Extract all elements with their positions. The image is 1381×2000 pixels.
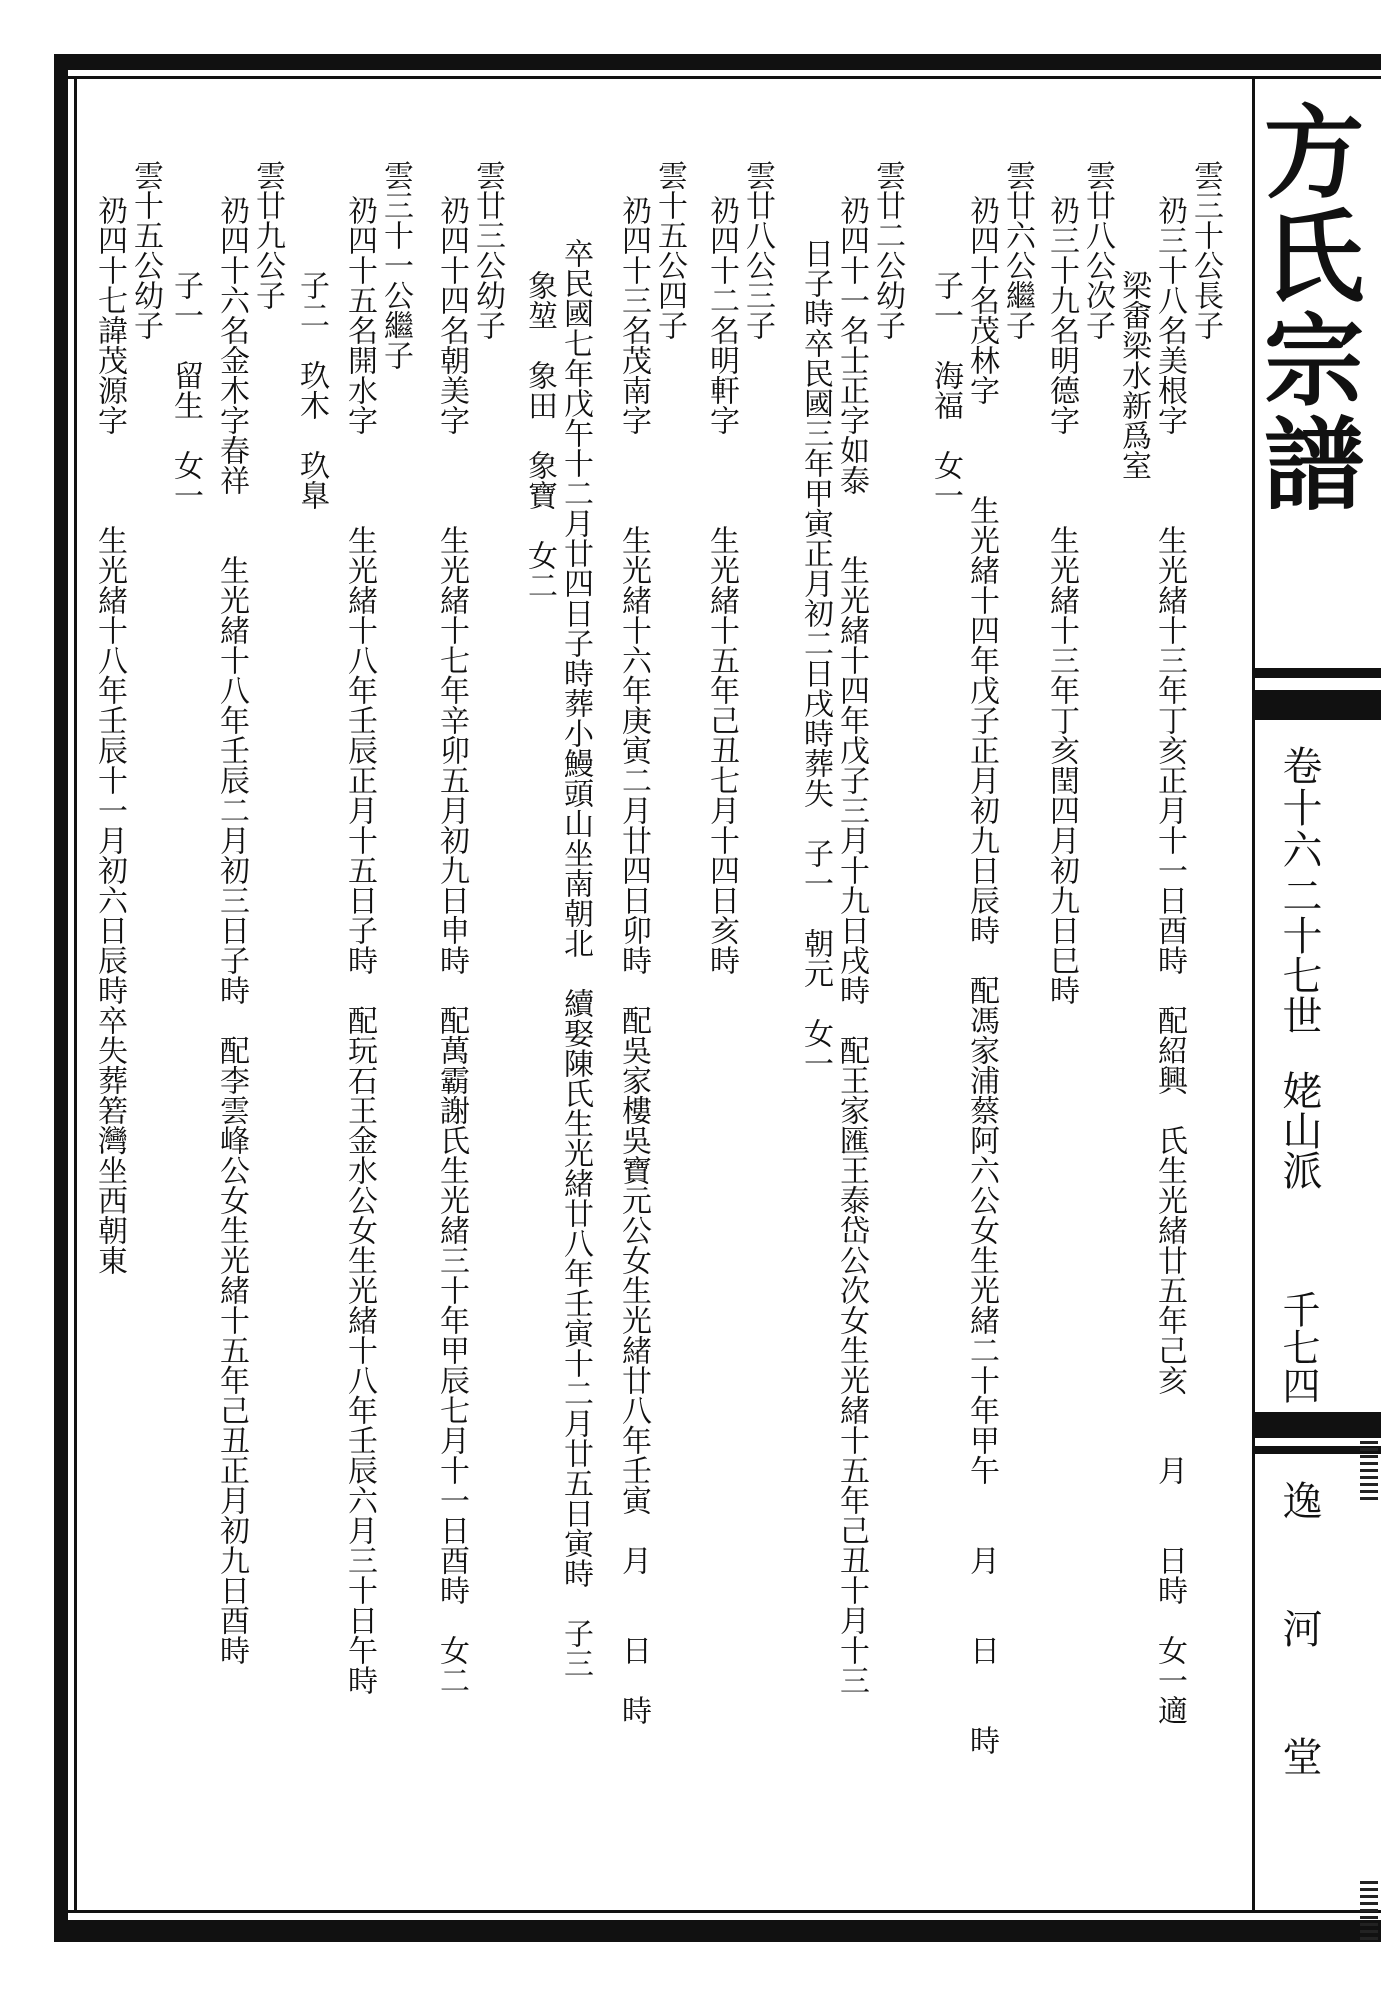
- spine-band: [1255, 668, 1381, 678]
- frame-left-inner-line: [74, 76, 77, 1913]
- entry-heading: 雲廿二公幼子: [870, 160, 905, 340]
- entry-line: 日子時卒民國三年甲寅正月初二日戌時葬失 子一 朝元 女一: [798, 238, 833, 1078]
- entry-line: 卒民國七年戊午十二月廿四日子時葬小鰻頭山坐南朝北 續娶陳氏生光緒廿八年壬寅十二月廿五日寅時 子三: [558, 238, 593, 1678]
- entry-heading: 雲三十一公繼子: [378, 160, 413, 370]
- entry-heading: 雲十五公幼子: [128, 160, 163, 340]
- entry-line: 梁畬梁水新爲室: [1116, 270, 1151, 480]
- entry-heading: 雲廿八公三子: [740, 160, 775, 340]
- page-number: 千七四: [1276, 1290, 1320, 1404]
- frame-top-border: [54, 54, 1381, 70]
- entry-line: 礽四十三名茂南字 生光緒十六年庚寅二月廿四日卯時 配吳家樓吳寶元公女生光緒廿八年壬寅 月 日 時: [616, 195, 651, 1725]
- hall-name: 逸河堂: [1276, 1480, 1322, 1864]
- branch-label: 姥山派: [1276, 1070, 1322, 1190]
- entry-heading: 雲廿六公繼子: [1000, 160, 1035, 340]
- entry-line: 子一 海福 女一: [928, 270, 963, 510]
- spine-band: [1255, 1412, 1381, 1438]
- spine-band: [1255, 690, 1381, 720]
- entry-heading: 雲廿八公次子: [1080, 160, 1115, 340]
- entry-line: 礽三十九名明德字 生光緒十三年丁亥閏四月初九日巳時: [1044, 195, 1079, 1005]
- edge-mark: [1360, 1440, 1378, 1500]
- frame-top-inner-line: [54, 76, 1381, 79]
- book-title: 方氏宗譜: [1247, 100, 1365, 516]
- generation-label: 二十七世: [1276, 875, 1322, 1035]
- entry-line: 礽四十五名開水字 生光緒十八年壬辰正月十五日子時 配玩石王金水公女生光緒十八年壬辰六月三十日午時: [342, 195, 377, 1695]
- volume-label: 卷十六: [1276, 745, 1322, 871]
- frame-left-border: [54, 54, 68, 1942]
- entry-line: 礽四十四名朝美字 生光緒十七年辛卯五月初九日申時 配萬霸謝氏生光緒三十年甲辰七月十一日酉時 女二: [434, 195, 469, 1695]
- entry-heading: 雲十五公四子: [652, 160, 687, 340]
- entry-line: 礽四十六名金木字春祥 生光緒十八年壬辰二月初三日子時 配李雲峰公女生光緒十五年己丑正月初九日酉時: [214, 195, 249, 1665]
- frame-bottom-inner-line: [54, 1910, 1381, 1913]
- entry-line: 礽四十七諱茂源字 生光緒十八年壬辰十一月初六日辰時卒失葬箬灣坐西朝東: [92, 195, 127, 1275]
- entry-line: 子一 留生 女一: [168, 270, 203, 510]
- entry-heading: 雲廿九公子: [250, 160, 285, 310]
- entry-line: 象堃 象田 象寶 女二: [522, 270, 557, 600]
- entry-line: 子二 玖木 玖臯: [294, 270, 329, 510]
- frame-bottom-border: [54, 1920, 1381, 1942]
- entry-line: 礽四十一名士正字如泰 生光緒十四年戊子三月十九日戌時 配王家匯王泰岱公次女生光緒十五年己丑十月十三: [834, 195, 869, 1695]
- entry-heading: 雲廿三公幼子: [470, 160, 505, 340]
- entry-line: 礽四十二名明軒字 生光緒十五年己丑七月十四日亥時: [704, 195, 739, 975]
- entry-line: 礽四十名茂林字 生光緒十四年戊子正月初九日辰時 配馮家浦蔡阿六公女生光緒二十年甲午 月 日 時: [964, 195, 999, 1755]
- entry-line: 礽三十八名美根字 生光緒十三年丁亥正月十一日酉時 配紹興 氏生光緒廿五年己亥 月 日時 女一適: [1152, 195, 1187, 1725]
- edge-mark: [1360, 1880, 1378, 1940]
- entry-heading: 雲三十公長子: [1188, 160, 1223, 340]
